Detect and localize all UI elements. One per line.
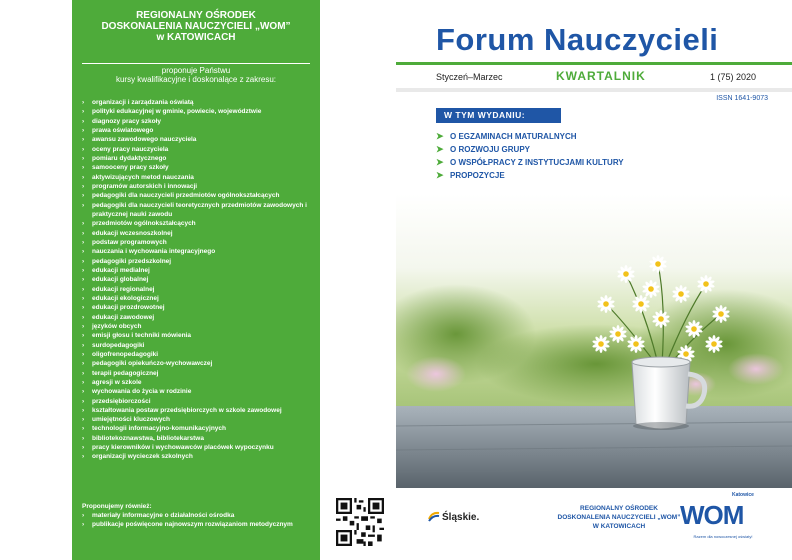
arrow-icon: ›: [82, 416, 85, 424]
course-topic-label: pedagogiki przedszkolnej: [92, 257, 172, 265]
arrow-icon: ›: [82, 294, 85, 302]
course-topic-label: organizacji wycieczek szkolnych: [92, 453, 193, 461]
course-topic-item: [82, 303, 318, 312]
course-topic-label: pomiaru dydaktycznego: [92, 154, 167, 162]
arrow-icon: ›: [82, 229, 85, 237]
wom-logo: [680, 492, 766, 554]
course-topic-item: [82, 219, 318, 228]
arrow-icon: ›: [82, 164, 85, 172]
issue-period: Styczeń–Marzec: [436, 72, 503, 82]
footer-organization: [544, 504, 694, 531]
also-list: [82, 511, 318, 529]
course-topic-label: samooceny pracy szkoły: [92, 164, 169, 172]
course-topic-label: bibliotekoznawstwa, bibliotekarstwa: [92, 434, 204, 442]
course-topic-label: awansu zawodowego nauczyciela: [92, 136, 197, 144]
arrow-icon: ›: [82, 192, 85, 200]
course-topic-label: umiejętności kluczowych: [92, 416, 171, 424]
arrow-icon: ›: [82, 136, 85, 144]
course-topic-item: [82, 154, 318, 163]
arrow-icon: ›: [82, 350, 85, 358]
course-topic-label: polityki edukacyjnej w gminie, powiecie, województwie: [92, 108, 262, 116]
footer-org-line-3: W KATOWICACH: [592, 523, 646, 530]
course-topic-label: oligofrenopedagogiki: [92, 350, 159, 358]
arrow-icon: ›: [82, 453, 85, 461]
wom-logo-city: Katowice: [732, 492, 754, 498]
arrow-icon: ›: [82, 154, 85, 162]
course-topic-label: pedagogiki dla nauczycieli teoretycznych przedmiotów zawodowych i praktycznej nauki zawodu: [92, 201, 307, 218]
course-topic-item: [82, 173, 318, 182]
slaskie-logo-icon: [428, 510, 440, 522]
offer-intro: [72, 66, 320, 84]
course-topic-label: edukacji regionalnej: [92, 285, 155, 293]
course-topic-item: [82, 369, 318, 378]
arrow-icon: ›: [82, 220, 85, 228]
in-this-issue-label: O ROZWOJU GRUPY: [450, 145, 531, 154]
in-this-issue-header: W TYM WYDANIU:: [436, 108, 561, 123]
footer-org-line-2: DOSKONALENIA NAUCZYCIELI „WOM”: [557, 514, 681, 521]
arrow-icon: ›: [82, 322, 85, 330]
arrow-icon: ›: [82, 266, 85, 274]
arrow-icon: ›: [82, 313, 85, 321]
publisher-line-3: w KATOWICACH: [156, 32, 236, 43]
course-topic-item: [82, 191, 318, 200]
course-topic-label: diagnozy pracy szkoły: [92, 117, 161, 125]
arrow-icon: ›: [82, 521, 85, 528]
course-topic-item: [82, 397, 318, 406]
arrow-icon: ›: [82, 360, 85, 368]
offer-intro-line-1: proponuje Państwu: [161, 66, 231, 75]
in-this-issue-label: O WSPÓŁPRACY Z INSTYTUCJAMI KULTURY: [450, 158, 624, 167]
course-topic-item: [82, 313, 318, 322]
course-topic-label: pracy kierowników i wychowawców placówek wypoczynku: [92, 444, 274, 452]
course-topic-list: [82, 98, 318, 462]
course-topic-label: edukacji medialnej: [92, 266, 150, 274]
footer-org-line-1: REGIONALNY OŚRODEK: [580, 505, 658, 512]
course-topic-label: programów autorskich i innowacji: [92, 182, 198, 190]
front-cover: [396, 0, 792, 560]
course-topic-item: [82, 415, 318, 424]
course-topic-item: [82, 98, 318, 107]
course-topic-label: edukacji globalnej: [92, 276, 149, 284]
course-topic-item: [82, 378, 318, 387]
publisher-header: [72, 10, 320, 43]
course-topic-label: emisji głosu i techniki mówienia: [92, 332, 191, 340]
arrow-icon: ›: [82, 304, 85, 312]
course-topic-label: pedagogiki dla nauczycieli przedmiotów ogólnokształcących: [92, 192, 280, 200]
publisher-line-2: DOSKONALENIA NAUCZYCIELI „WOM”: [101, 21, 291, 32]
course-topic-label: organizacji i zarządzania oświatą: [92, 99, 194, 106]
course-topic-item: [82, 266, 318, 275]
course-topic-label: oceny pracy nauczyciela: [92, 145, 169, 153]
issue-info-row: [436, 69, 792, 85]
arrow-icon: ›: [82, 276, 85, 284]
title-underline: [396, 62, 792, 65]
course-topic-item: [82, 145, 318, 154]
in-this-issue-list: [436, 130, 624, 182]
course-topic-item: [82, 341, 318, 350]
issue-number: 1 (75) 2020: [710, 72, 757, 82]
issn: ISSN 1641-9073: [716, 95, 768, 102]
course-topic-item: [82, 275, 318, 284]
in-this-issue-item: [436, 143, 624, 156]
also-section: [82, 502, 318, 529]
arrow-icon: ›: [82, 341, 85, 349]
arrow-icon: ›: [82, 182, 85, 190]
cover-footer: [396, 488, 792, 560]
qr-code-icon: [336, 498, 384, 546]
course-topic-label: terapii pedagogicznej: [92, 369, 159, 377]
course-topic-label: kształtowania postaw przedsiębiorczych w szkole zawodowej: [92, 406, 282, 414]
course-topic-label: surdopedagogiki: [92, 341, 145, 349]
arrow-icon: ›: [82, 434, 85, 442]
course-topic-label: przedsiębiorczości: [92, 397, 151, 405]
course-topic-item: [82, 452, 318, 461]
arrow-icon: ›: [82, 512, 85, 519]
arrow-icon: ›: [82, 126, 85, 134]
arrow-icon: ➤: [436, 144, 444, 154]
course-topic-label: edukacji prozdrowotnej: [92, 304, 165, 312]
course-topic-item: [82, 182, 318, 191]
arrow-icon: ›: [82, 397, 85, 405]
cover-photo-daisies-in-mug: [396, 194, 792, 488]
course-topic-label: aktywizujących metod nauczania: [92, 173, 194, 181]
course-topic-label: wychowania do życia w rodzinie: [92, 388, 192, 396]
course-topic-item: [82, 285, 318, 294]
course-topic-item: [82, 135, 318, 144]
arrow-icon: ›: [82, 108, 85, 116]
spine-area: [320, 0, 396, 560]
arrow-icon: ›: [82, 406, 85, 414]
arrow-icon: ›: [82, 369, 85, 377]
course-topic-label: edukacji wczesnoszkolnej: [92, 229, 173, 237]
back-cover-panel: [72, 0, 320, 560]
in-this-issue-item: [436, 169, 624, 182]
course-topic-label: pedagogiki opiekuńczo-wychowawczej: [92, 360, 213, 368]
course-topic-item: [82, 107, 318, 116]
arrow-icon: ›: [82, 99, 85, 106]
arrow-icon: ›: [82, 444, 85, 452]
course-topic-label: technologii informacyjno-komunikacyjnych: [92, 425, 226, 433]
course-topic-item: [82, 434, 318, 443]
publication-type: KWARTALNIK: [556, 69, 646, 83]
course-topic-item: [82, 359, 318, 368]
course-topic-item: [82, 406, 318, 415]
course-topic-item: [82, 247, 318, 256]
course-topic-item: [82, 424, 318, 433]
course-topic-label: przedmiotów ogólnokształcących: [92, 220, 196, 228]
course-topic-item: [82, 294, 318, 303]
magazine-title: Forum Nauczycieli: [436, 22, 719, 57]
arrow-icon: ›: [82, 117, 85, 125]
course-topic-item: [82, 350, 318, 359]
arrow-icon: ➤: [436, 170, 444, 180]
course-topic-label: agresji w szkole: [92, 378, 142, 386]
also-item: [82, 520, 318, 529]
arrow-icon: ›: [82, 173, 85, 181]
course-topic-item: [82, 201, 318, 220]
course-topic-label: języków obcych: [92, 322, 142, 330]
in-this-issue-item: [436, 130, 624, 143]
course-topic-item: [82, 387, 318, 396]
course-topic-item: [82, 163, 318, 172]
wom-logo-word: WOM: [680, 500, 744, 530]
course-topic-item: [82, 443, 318, 452]
course-topic-label: prawa oświatowego: [92, 126, 154, 134]
arrow-icon: ➤: [436, 131, 444, 141]
arrow-icon: ›: [82, 332, 85, 340]
arrow-icon: ›: [82, 248, 85, 256]
offer-intro-line-2: kursy kwalifikacyjne i doskonalące z zakresu:: [115, 75, 277, 84]
in-this-issue-item: [436, 156, 624, 169]
arrow-icon: ›: [82, 257, 85, 265]
also-title: Proponujemy również:: [82, 503, 152, 510]
arrow-icon: ›: [82, 425, 85, 433]
divider: [396, 88, 792, 92]
course-topic-item: [82, 322, 318, 331]
course-topic-item: [82, 238, 318, 247]
also-item: [82, 511, 318, 520]
arrow-icon: ›: [82, 388, 85, 396]
arrow-icon: ➤: [436, 157, 444, 167]
course-topic-label: edukacji ekologicznej: [92, 294, 159, 302]
in-this-issue-label: PROPOZYCJE: [450, 171, 505, 180]
in-this-issue-label: O EGZAMINACH MATURALNYCH: [450, 132, 577, 141]
slaskie-logo-text: Śląskie.: [442, 512, 480, 523]
arrow-icon: ›: [82, 201, 85, 209]
arrow-icon: ›: [82, 238, 85, 246]
also-item-label: publikacje poświęcone najnowszym rozwiązaniom metodycznym: [92, 521, 293, 528]
arrow-icon: ›: [82, 378, 85, 386]
course-topic-label: nauczania i wychowania integracyjnego: [92, 248, 216, 256]
course-topic-item: [82, 229, 318, 238]
course-topic-label: podstaw programowych: [92, 238, 167, 246]
wom-logo-slogan: Razem dla nowoczesnej oświaty!: [693, 534, 753, 539]
course-topic-item: [82, 331, 318, 340]
course-topic-item: [82, 126, 318, 135]
arrow-icon: ›: [82, 145, 85, 153]
also-item-label: materiały informacyjne o działalności ośrodka: [92, 512, 235, 519]
arrow-icon: ›: [82, 285, 85, 293]
publisher-line-1: REGIONALNY OŚRODEK: [136, 10, 256, 21]
course-topic-item: [82, 117, 318, 126]
course-topic-item: [82, 257, 318, 266]
divider: [82, 63, 310, 64]
course-topic-label: edukacji zawodowej: [92, 313, 155, 321]
